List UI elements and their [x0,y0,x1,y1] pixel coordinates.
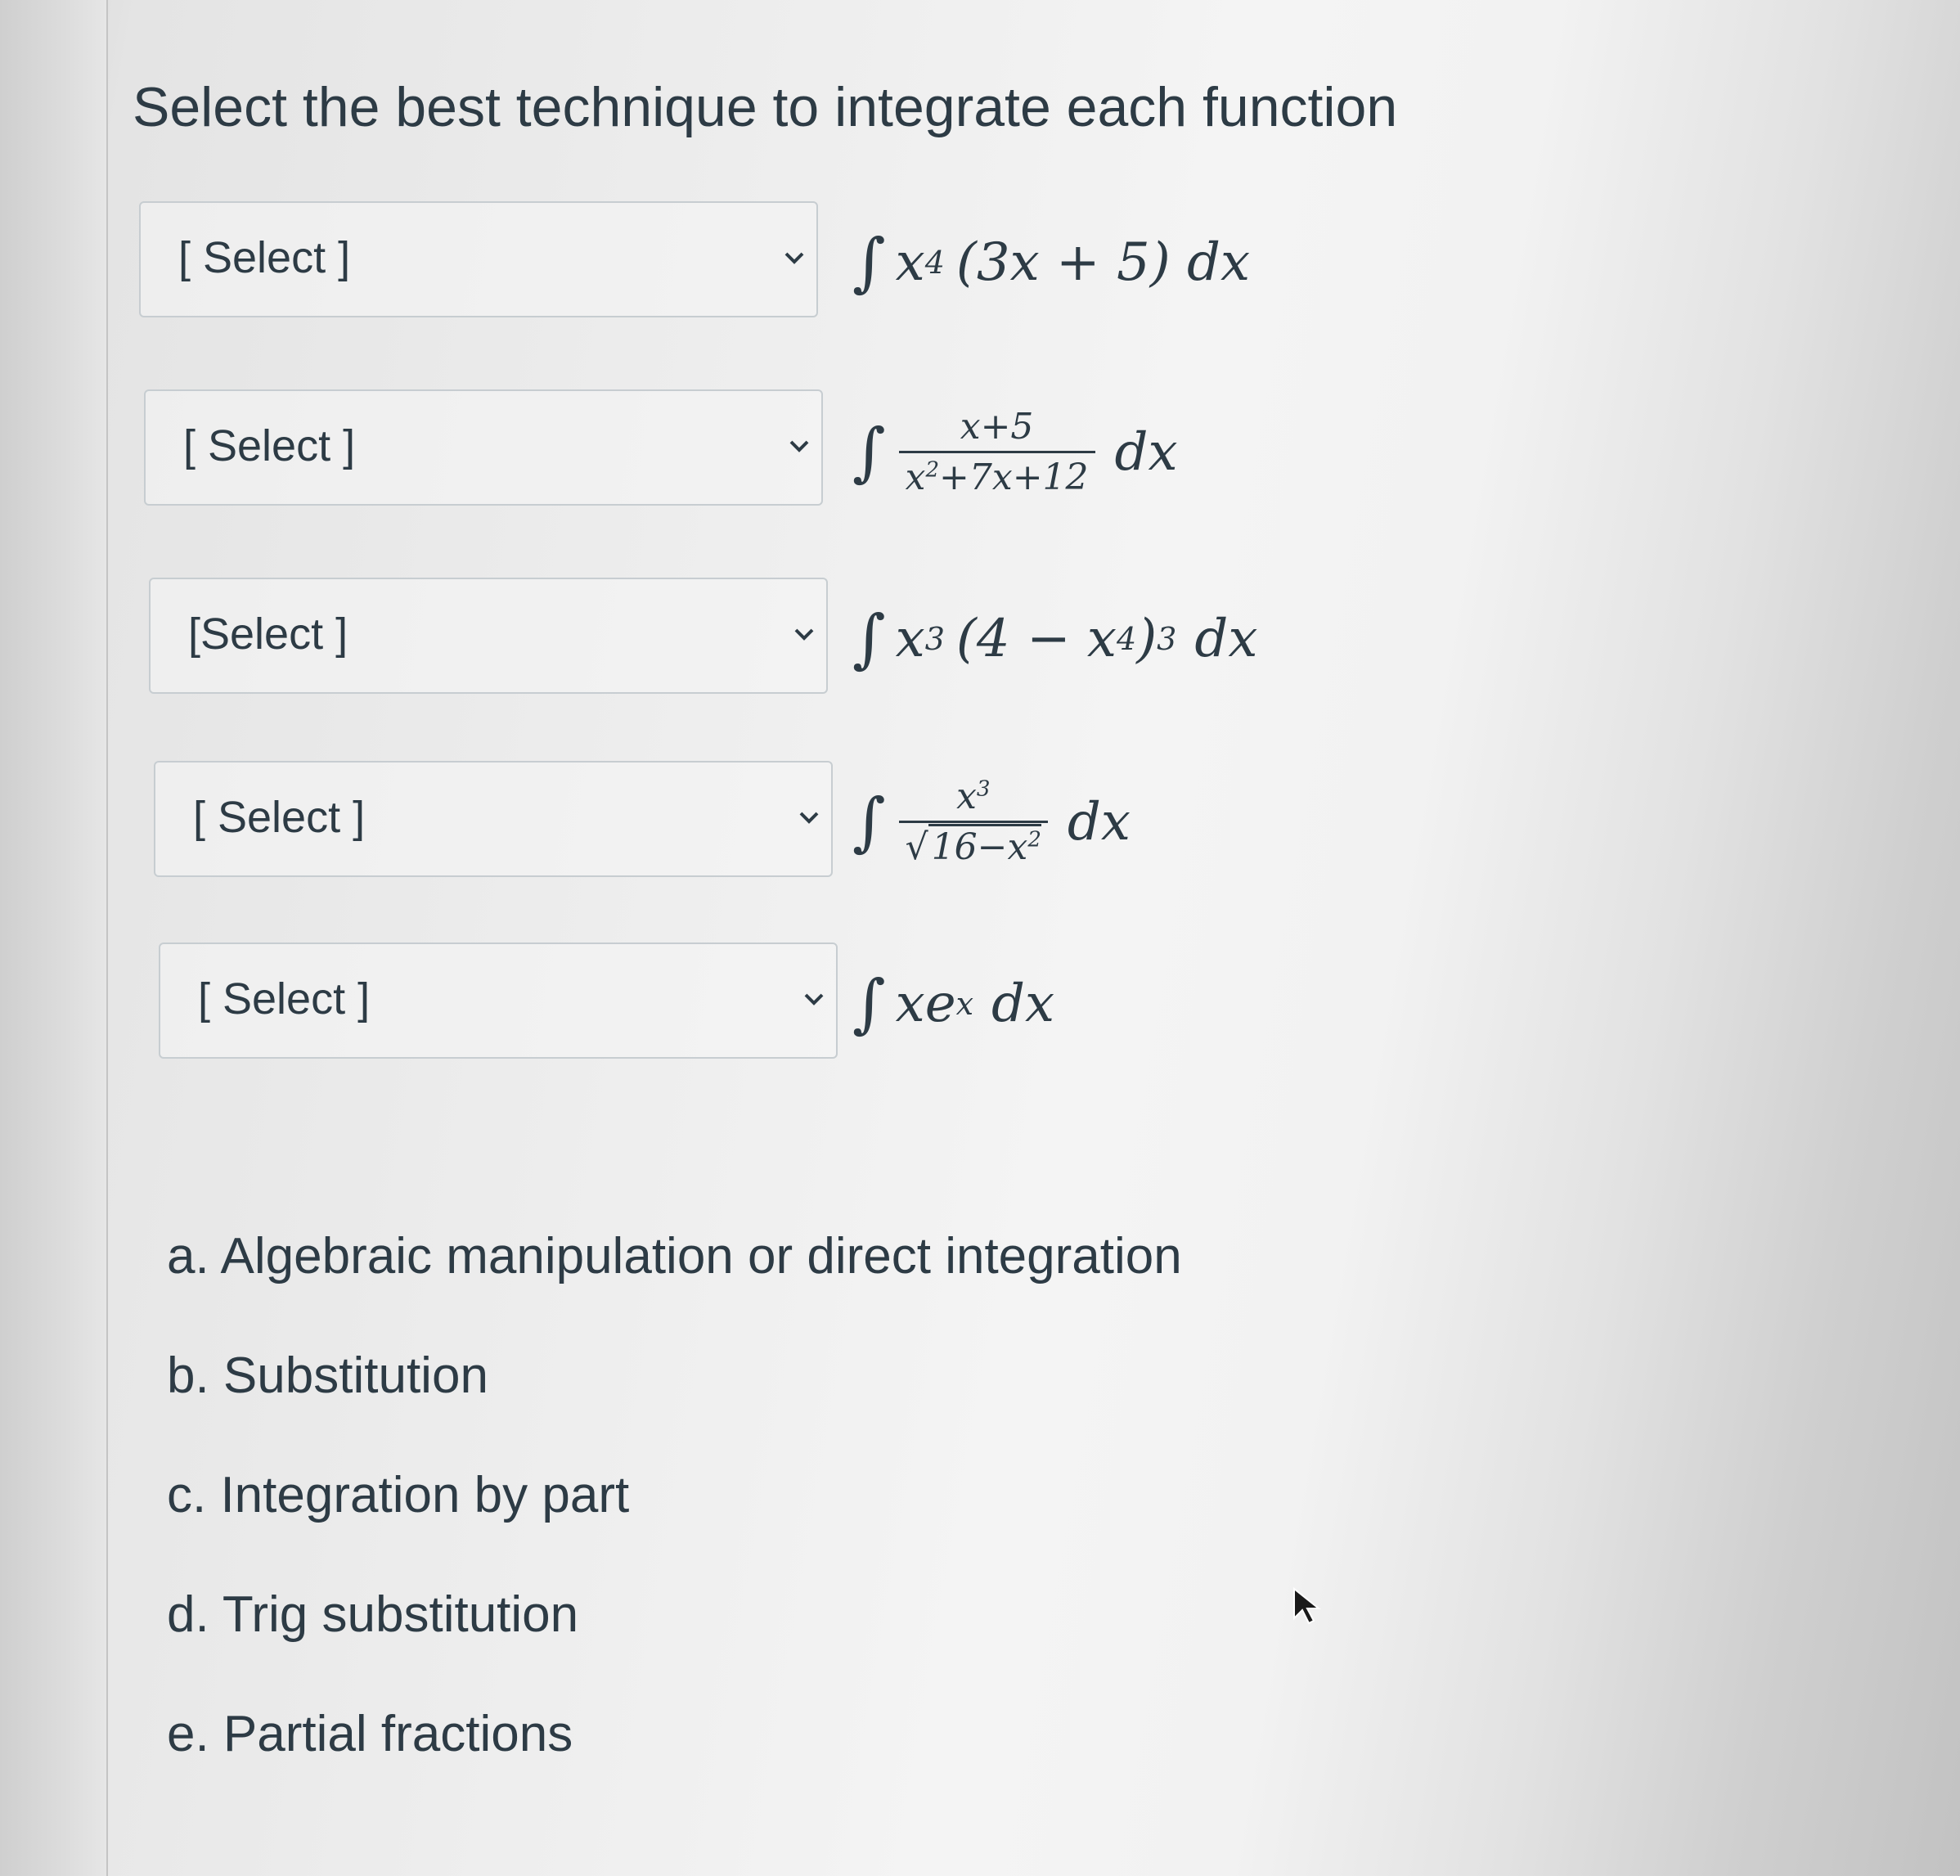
integral-sign: ∫ [852,226,886,299]
option-c: c. Integration by part [167,1467,630,1523]
question-row-3 [139,578,1448,700]
technique-select-2[interactable] [144,389,823,506]
technique-select-5[interactable] [159,942,838,1059]
formula-term: dx [1194,609,1258,669]
formula-term: dx [1114,421,1178,483]
formula-term: dx [1067,791,1131,853]
option-b: b. Substitution [167,1347,488,1404]
chevron-down-icon [797,805,821,830]
formula-term: (3x + 5) dx [955,232,1251,293]
option-e: e. Partial fractions [167,1706,573,1762]
integral-formula-2 [852,406,1178,498]
formula-term: x [956,776,977,817]
chevron-down-icon [792,622,816,646]
select-value: [ Select ] [183,421,356,470]
formula-term: x [905,457,926,498]
technique-select-3[interactable] [149,578,828,694]
formula-exponent: 2 [1027,827,1041,853]
technique-options-list [167,1227,1182,1824]
formula-term: ) [1136,609,1158,669]
question-row-5 [139,942,1448,1065]
integral-formula-1: ∫ x 4 (3x + 5) dx [852,226,1251,299]
integral-formula-3: ∫ x 3 (4 − x 4 ) 3 dx [852,602,1258,676]
formula-term: x [895,609,925,669]
question-row-1 [139,201,1448,324]
option-d: d. Trig substitution [167,1586,579,1643]
integral-sign: ∫ [852,415,886,489]
formula-term: +7x+12 [939,457,1089,498]
chevron-down-icon [787,434,811,458]
chevron-down-icon [782,245,807,270]
fraction-numerator [950,776,996,817]
radicand [928,824,1041,868]
fraction-bar [899,821,1048,823]
question-row-4 [139,761,1448,884]
quiz-question [106,0,1960,1876]
sqrt-sign: √ [905,826,928,868]
technique-select-4[interactable] [154,761,833,877]
technique-select-1[interactable] [139,201,818,317]
formula-term: 16−x [931,826,1028,868]
formula-term: xe [895,974,956,1034]
fraction-bar [899,451,1095,453]
fraction [899,776,1048,868]
question-row-2 [139,389,1448,512]
select-value: [ Select ] [193,793,366,842]
formula-term: x [895,232,925,293]
formula-exponent: 3 [976,776,991,802]
integral-formula-4 [852,776,1131,868]
integral-formula-5: ∫ xe x dx [852,967,1055,1041]
fraction-numerator: x+5 [960,406,1034,448]
select-value: [ Select ] [198,974,371,1023]
chevron-down-icon [802,987,826,1011]
mouse-cursor-icon [1291,1586,1324,1631]
option-a: a. Algebraic manipulation or direct integration [167,1228,1182,1284]
integral-sign: ∫ [852,967,886,1041]
select-value: [Select ] [188,610,348,659]
fraction-denominator [899,457,1095,498]
left-panel-edge [0,0,108,1876]
formula-term: (4 − x [955,609,1117,669]
question-title: Select the best technique to integrate each function [133,76,1398,138]
fraction-denominator [899,826,1048,868]
integral-sign: ∫ [852,602,886,676]
integral-sign: ∫ [852,785,886,859]
select-value: [ Select ] [178,233,351,282]
fraction [899,406,1095,498]
formula-exponent: 2 [925,457,940,483]
formula-term: dx [991,974,1055,1034]
